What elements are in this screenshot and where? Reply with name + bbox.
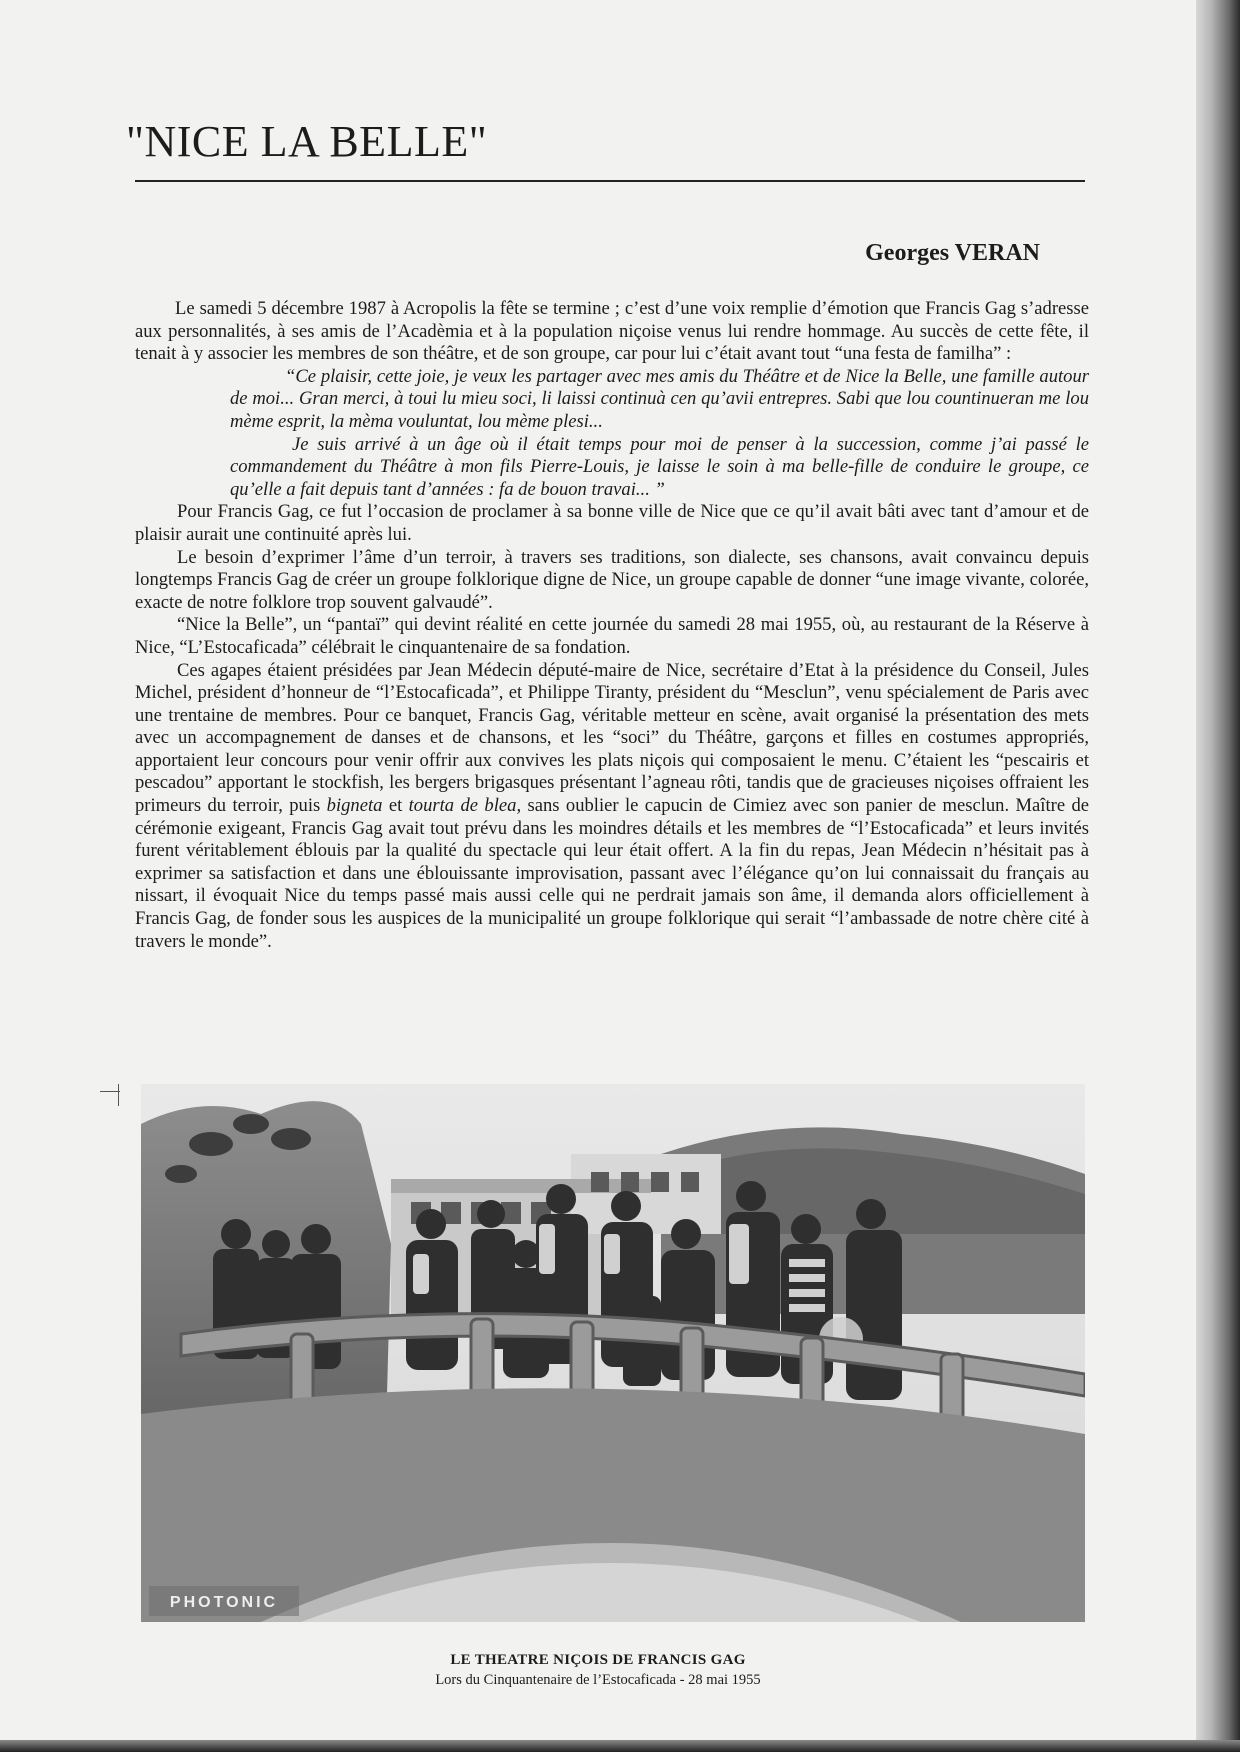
- paragraph-agapes: [135, 660, 1089, 954]
- caption-title: LE THEATRE NIÇOIS DE FRANCIS GAG: [450, 1652, 746, 1668]
- paragraph-continuity: Pour Francis Gag, ce fut l’occasion de proclamer à sa bonne ville de Nice que ce qu’il avait bâti avec tant d’amour et de plaisir aurait une continuité après lui.: [135, 501, 1089, 545]
- quote-block: [230, 366, 1089, 502]
- intro-paragraph: Le samedi 5 décembre 1987 à Acropolis la fête se termine ; c’est d’une voix remplie d’émotion que Francis Gag s’adresse aux personnalités, à ses amis de l’Acadèmia et à la population niçoise venus lui rendre hommage. Au succès de cette fête, il tenait à y associer les membres de son théâtre, et de son groupe, car pour lui c’était avant tout “una festa de familha” :: [135, 298, 1089, 365]
- article-body: [135, 298, 1089, 953]
- photonic-stamp-icon: [149, 1586, 299, 1616]
- crop-mark: [100, 1091, 120, 1092]
- agapes-text-2: sans oublier le capucin de Cimiez avec son panier de mesclun. Maître de cérémonie exigeant, Francis Gag avait tout prévu dans les moindres détails et les membres de “l’Estocaficada” et leurs invités furent véritablement éblouis par la qualité du spectacle qui leur était offert. A la fin du repas, Jean Médecin n’hésitait pas à exprimer sa satisfaction et dans une éblouissante improvisation, passant avec l’élégance qu’on lui connaissait du français au nissart, il évoquait Nice du temps passé mais aussi celle qui ne perdrait jamais son âme, il demanda alors officiellement à Francis Gag, de fonder sous les auspices de la municipalité un groupe folklorique qui serait “l’ambassade de notre chère cité à travers le monde”.: [135, 795, 1090, 952]
- title-rule: [135, 180, 1085, 182]
- paragraph-besoin: Le besoin d’exprimer l’âme d’un terroir, à travers ses traditions, son dialecte, ses chansons, avait convaincu depuis longtemps Francis Gag de créer un groupe folklorique digne de Nice, un groupe capable de donner “une image vivante, colorée, exacte de notre folklore trop souvent galvaudé”.: [135, 546, 1089, 613]
- agapes-emphasis-1: bigneta: [326, 795, 383, 817]
- agapes-text-mid: et: [382, 795, 409, 817]
- quote-paragraph-2: Je suis arrivé à un âge où il était temps pour moi de penser à la succession, comme j’ai passé le commandement du Théâtre à mon fils Pierre-Louis, je laisse le soin à ma belle-fille de conduire le groupe, ce qu’elle a fait depuis tant d’années : fa de bouon travai... ”: [230, 433, 1089, 500]
- crop-mark-vertical: [118, 1084, 119, 1106]
- photo-stamp-text: PHOTONIC: [169, 1594, 279, 1611]
- book-spine-shadow: [1196, 0, 1240, 1752]
- page-bottom-edge: [0, 1740, 1240, 1752]
- group-photo-icon: [141, 1084, 1085, 1622]
- agapes-text-1: Ces agapes étaient présidées par Jean Médecin député-maire de Nice, secrétaire d’Etat à la présidence du Conseil, Jules Michel, président d’honneur de “l’Estocaficada”, et Philippe Tiranty, président du “Mesclun”, venu spécialement de Paris avec une trentaine de membres. Pour ce banquet, Francis Gag, véritable metteur en scène, avait organisé la présentation des mets avec un accompagnement de danses et de chansons, et les “soci” du Théâtre, garçons et filles en costumes appropriés, apportaient leur concours pour venir offrir aux convives les plats niçois qui composaient le menu. C’étaient les “pescairis et pescadou” apportant le stockfish, les bergers brigasques présentant l’agneau rôti, tandis que de gracieuses niçoises offraient les primeurs du terroir, puis: [135, 659, 1089, 817]
- quote-paragraph-1: “Ce plaisir, cette joie, je veux les partager avec mes amis du Théâtre et de Nice la Belle, une famille autour de moi... Gran merci, à toui lu mieu soci, li laissi continuà cen qu’avii entrepres. Sabi que lou countinueran me lou mème esprit, la mèma vouluntat, lou mème plesi...: [230, 365, 1089, 432]
- paragraph-nice-la-belle: “Nice la Belle”, un “pantaï” qui devint réalité en cette journée du samedi 28 mai 1955, où, au restaurant de la Réserve à Nice, “L’Estocaficada” célébrait le cinquantenaire de sa fondation.: [135, 614, 1089, 658]
- agapes-emphasis-2: tourta de blea,: [408, 795, 522, 817]
- caption-subtitle: Lors du Cinquantenaire de l’Estocaficada - 28 mai 1955: [435, 1672, 761, 1688]
- photo-caption: [0, 1652, 1196, 1689]
- author-name: Georges VERAN: [865, 240, 1040, 266]
- article-title: "NICE LA BELLE": [126, 117, 488, 166]
- group-photo: [141, 1084, 1085, 1622]
- photo-stamp: [149, 1586, 299, 1616]
